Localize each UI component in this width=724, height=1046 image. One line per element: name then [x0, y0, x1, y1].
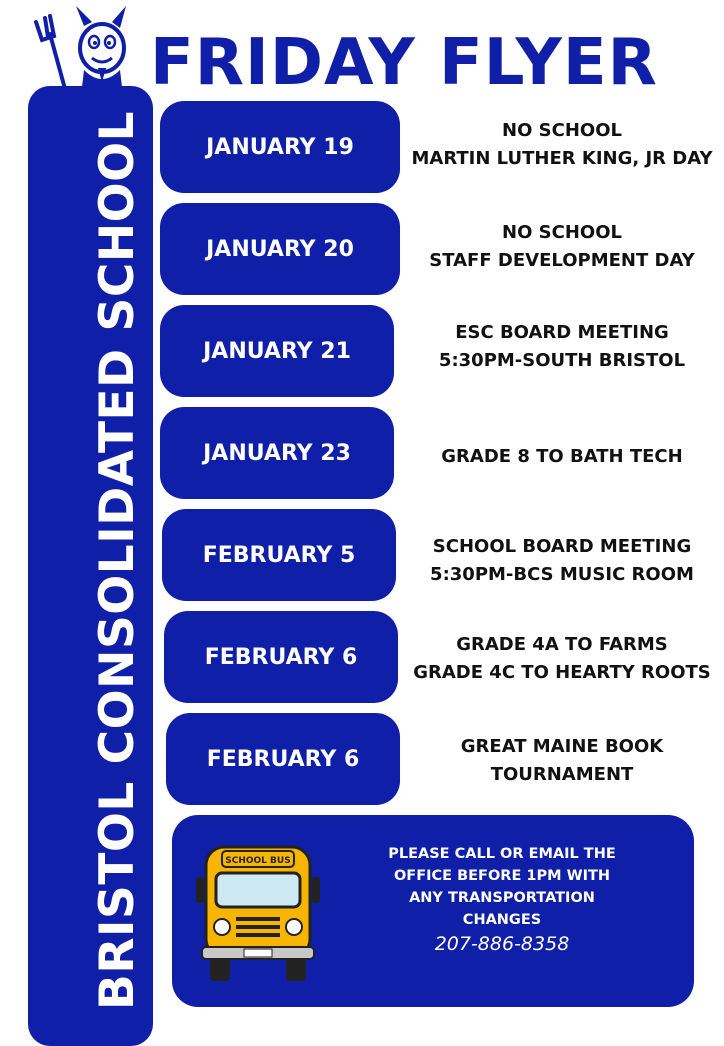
event-line: NO SCHOOL	[502, 120, 622, 141]
note-line: ANY TRANSPORTATION	[409, 890, 595, 906]
note-line: PLEASE CALL OR EMAIL THE	[388, 846, 616, 862]
event-date-2: JANUARY 20	[160, 203, 400, 295]
event-line: 5:30PM-SOUTH BRISTOL	[438, 350, 686, 371]
event-date-1: JANUARY 19	[160, 101, 400, 193]
transportation-panel	[172, 815, 694, 1007]
page-title: FRIDAY FLYER	[150, 26, 658, 100]
event-details-6	[400, 631, 724, 687]
event-line: ESC BOARD MEETING	[455, 322, 669, 343]
transportation-note	[362, 843, 642, 955]
event-line: GRADE 4A TO FARMS	[456, 634, 668, 655]
school-bus-icon	[196, 843, 320, 983]
event-details-4	[400, 443, 724, 471]
event-line: MARTIN LUTHER KING, JR DAY	[411, 148, 713, 169]
event-details-1	[400, 117, 724, 173]
event-date-6: FEBRUARY 6	[164, 611, 398, 703]
phone-number[interactable]: 207-886-8358	[434, 933, 570, 955]
event-date-7: FEBRUARY 6	[166, 713, 400, 805]
bus-sign: SCHOOL BUS	[225, 856, 291, 866]
note-line: OFFICE BEFORE 1PM WITH	[393, 868, 611, 884]
event-line: 5:30PM-BCS MUSIC ROOM	[430, 564, 694, 585]
event-line: GRADE 8 TO BATH TECH	[441, 446, 683, 467]
event-line: STAFF DEVELOPMENT DAY	[429, 250, 695, 271]
event-details-3	[400, 319, 724, 375]
event-details-7	[400, 733, 724, 789]
event-line: NO SCHOOL	[502, 222, 622, 243]
event-line: TOURNAMENT	[490, 764, 634, 785]
event-line: SCHOOL BOARD MEETING	[432, 536, 692, 557]
school-name: BRISTOL CONSOLIDATED SCHOOL	[90, 110, 145, 1010]
event-details-2	[400, 219, 724, 275]
event-line: GRADE 4C TO HEARTY ROOTS	[413, 662, 711, 683]
event-details-5	[400, 533, 724, 589]
event-line: GREAT MAINE BOOK	[460, 736, 664, 757]
note-line: CHANGES	[462, 912, 542, 928]
event-date-3: JANUARY 21	[160, 305, 394, 397]
event-date-5: FEBRUARY 5	[162, 509, 396, 601]
event-date-4: JANUARY 23	[160, 407, 394, 499]
